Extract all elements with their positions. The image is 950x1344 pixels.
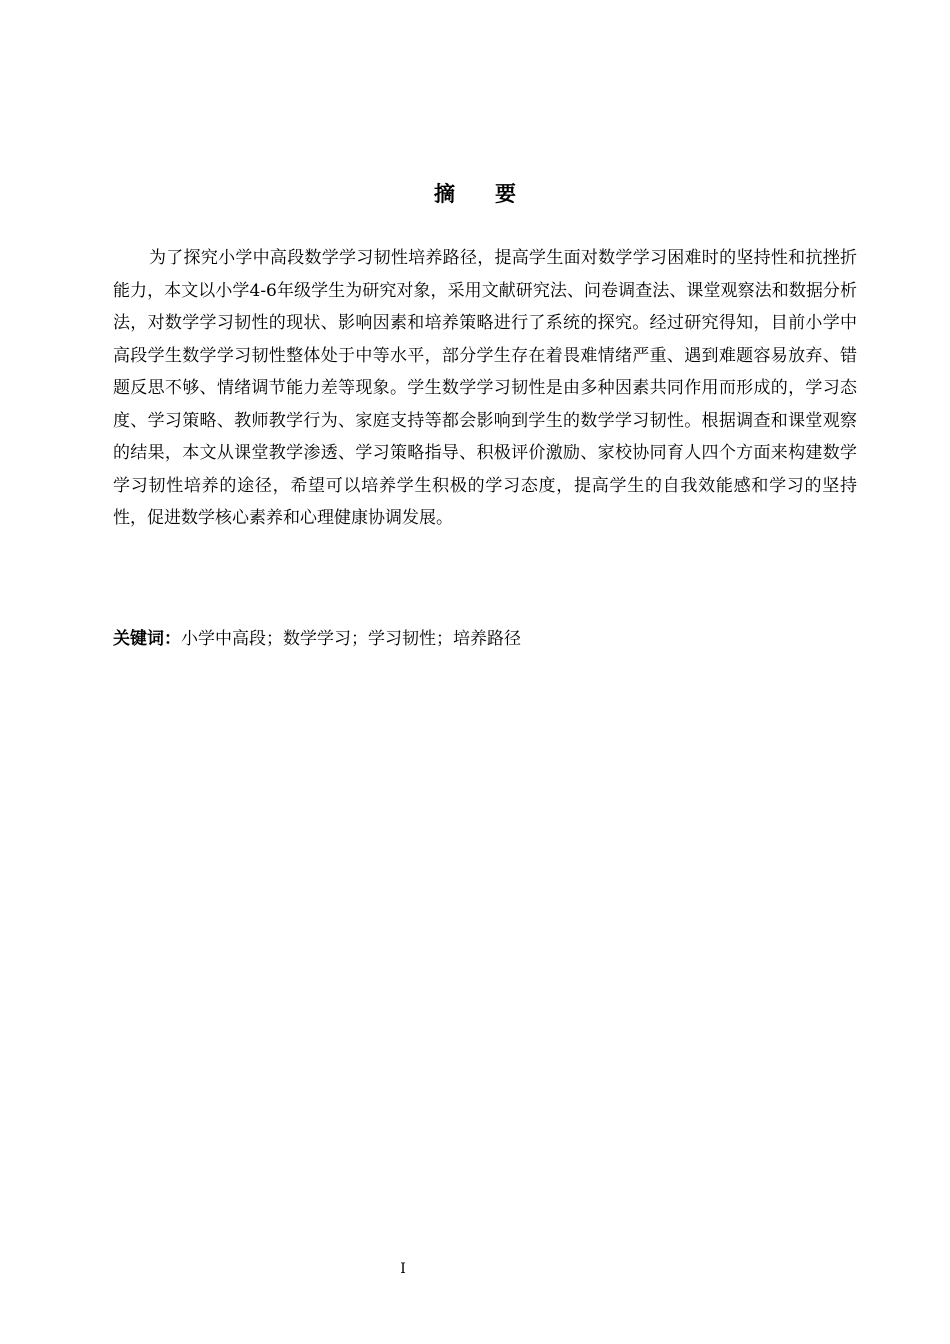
page-number: I <box>400 1261 406 1277</box>
abstract-title <box>0 178 950 210</box>
keywords-text: 小学中高段；数学学习；学习韧性；培养路径 <box>181 629 521 649</box>
abstract-body: 为了探究小学中高段数学学习韧性培养路径，提高学生面对数学学习困难时的坚持性和抗挫折能力，本文以小学4-6年级学生为研究对象，采用文献研究法、问卷调查法、课堂观察法和数据分析法，对数学学习韧性的现状、影响因素和培养策略进行了系统的探究。经过研究得知，目前小学中高段学生数学学习韧性整体处于中等水平，部分学生存在着畏难情绪严重、遇到难题容易放弃、错题反思不够、情绪调节能力差等现象。学生数学学习韧性是由多种因素共同作用而形成的，学习态度、学习策略、教师教学行为、家庭支持等都会影响到学生的数学学习韧性。根据调查和课堂观察的结果，本文从课堂教学渗透、学习策略指导、积极评价激励、家校协同育人四个方面来构建数学学习韧性培养的途径，希望可以培养学生积极的学习态度，提高学生的自我效能感和学习的坚持性，促进数学核心素养和心理健康协调发展。 <box>113 248 857 528</box>
abstract-title-part2: 要 <box>495 182 516 206</box>
abstract-title-part1: 摘 <box>434 182 455 206</box>
keywords-line <box>113 624 857 654</box>
keywords-label: 关键词： <box>113 629 181 649</box>
